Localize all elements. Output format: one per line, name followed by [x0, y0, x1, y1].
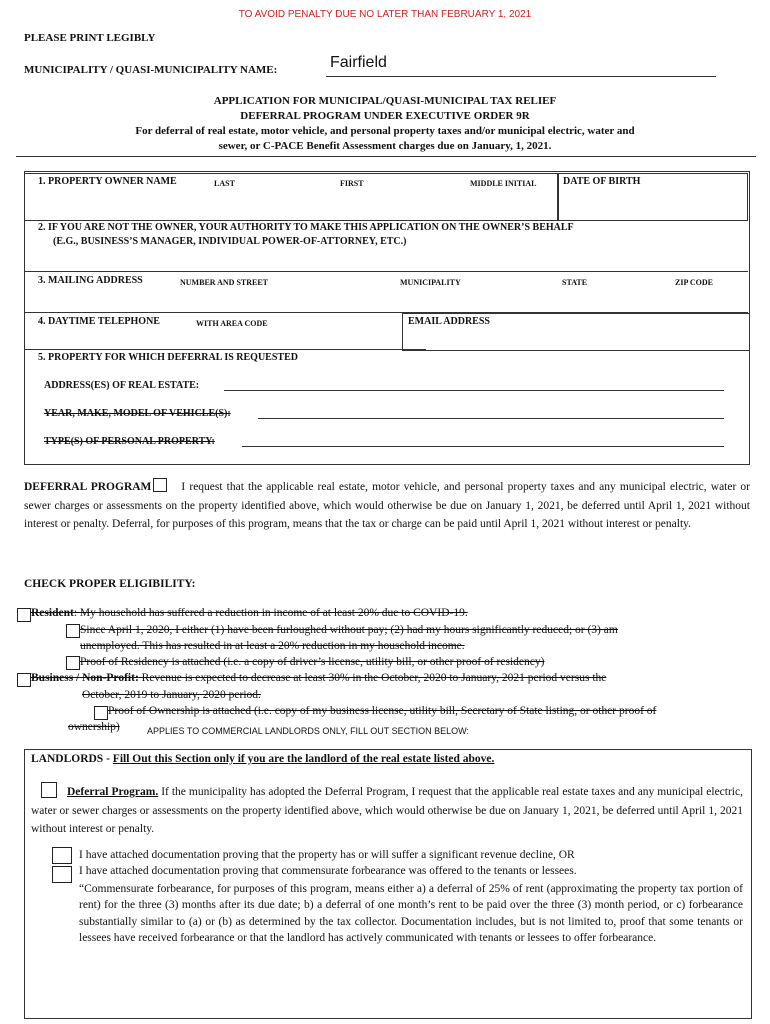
- vehicle-label: YEAR, MAKE, MODEL OF VEHICLE(S):: [44, 408, 231, 419]
- zip-code-label: ZIP CODE: [675, 278, 714, 287]
- email-address-label: EMAIL ADDRESS: [408, 316, 490, 327]
- form-title-line1: APPLICATION FOR MUNICIPAL/QUASI-MUNICIPAL TAX RELIEF: [213, 95, 557, 107]
- landlords-heading-prefix: LANDLORDS -: [31, 753, 113, 765]
- commercial-landlord-note: APPLIES TO COMMERCIAL LANDLORDS ONLY, FILL OUT SECTION BELOW:: [147, 726, 469, 736]
- deferral-program-checkbox[interactable]: [153, 478, 167, 492]
- real-estate-label: ADDRESS(ES) OF REAL ESTATE:: [44, 380, 200, 391]
- deferral-program-heading: DEFERRAL PROGRAM: [24, 481, 152, 493]
- landlords-heading-instruction: Fill Out this Section only if you are the landlord of the real estate listed above.: [112, 753, 495, 765]
- deadline-notice: TO AVOID PENALTY DUE NO LATER THAN FEBRUARY 1, 2021: [238, 9, 532, 20]
- vehicle-field[interactable]: [258, 418, 724, 419]
- municipality-name-line: [326, 76, 716, 77]
- state-label: STATE: [562, 278, 588, 287]
- personal-property-field[interactable]: [242, 446, 724, 447]
- landlord-deferral-text: If the municipality has adopted the Deferral Program, I request that the applicable real estate taxes and any municipal electric, water or sewer charges or assessments on the property identified above, which would otherwise be due on January 1, 2021, be deferred until April 1, 2021 without interest or penalty.: [31, 786, 743, 835]
- residency-proof-text: Proof of Residency is attached (i.e. a copy of driver’s license, utility bill, or other proof of residency): [80, 656, 545, 668]
- title-divider: [16, 156, 756, 157]
- forbearance-option: I have attached documentation proving that commensurate forbearance was offered to the tenants or lessees.: [79, 865, 577, 877]
- mailing-address-field[interactable]: [26, 289, 746, 311]
- landlord-deferral-text-block: [31, 783, 743, 839]
- area-code-label: WITH AREA CODE: [196, 319, 268, 328]
- last-name-label: LAST: [214, 179, 235, 188]
- row-divider: [24, 349, 426, 350]
- number-street-label: NUMBER AND STREET: [180, 278, 269, 287]
- print-legibly-label: PLEASE PRINT LEGIBLY: [24, 32, 156, 44]
- municipality-name-field[interactable]: Fairfield: [330, 54, 387, 71]
- ownership-proof-text-line2: ownership): [68, 721, 120, 733]
- business-option: [31, 672, 606, 684]
- mailing-municipality-label: MUNICIPALITY: [400, 278, 461, 287]
- resident-option: [31, 607, 468, 619]
- row-divider: [24, 271, 748, 272]
- forbearance-definition: “Commensurate forbearance, for purposes of this program, means either a) a deferral of 25% of rent (approximating the property tax portion of rent) for the three (3) months after its due date; b) a deferral of one month’s rent to be paid over the three (3) month period, or c) forbearance substantially similar to (a) or (b) as determined by the tax collector. Documentation includes, but is not limited to, proof that some tenants or lessees have received forbearance or that the landlord has actively communicated with tenants or lessees to offer forbearance.: [79, 883, 743, 944]
- mailing-address-label: 3. MAILING ADDRESS: [38, 275, 143, 286]
- middle-initial-label: MIDDLE INITIAL: [470, 179, 537, 188]
- business-label: Business / Non-Profit:: [31, 672, 139, 684]
- eligibility-heading: CHECK PROPER ELIGIBILITY:: [24, 578, 196, 590]
- ownership-proof-checkbox[interactable]: [94, 706, 108, 720]
- first-name-label: FIRST: [340, 179, 364, 188]
- forbearance-checkbox[interactable]: [52, 866, 72, 883]
- landlord-deferral-label: Deferral Program.: [67, 786, 159, 798]
- residency-proof-checkbox[interactable]: [66, 656, 80, 670]
- ownership-proof-text-line1: Proof of Ownership is attached (i.e. copy of my business license, utility bill, Secretary of State listing, or other proof of: [108, 705, 657, 717]
- business-text: Revenue is expected to decrease at least 30% in the October, 2020 to January, 2021 period versus the: [138, 672, 607, 684]
- revenue-decline-option: I have attached documentation proving that the property has or will suffer a significant revenue decline, OR: [79, 849, 575, 861]
- deferral-program-text: I request that the applicable real estate, motor vehicle, and personal property taxes and any municipal electric, water or sewer charges or assessments on the property identified above, which would otherwise be due on January 1, 2021, be deferred until April 1, 2021 without interest or penalty. Deferral, for purposes of this program, means that the tax or charge can be paid until April 1, 2021 without interest or penalty.: [24, 481, 750, 530]
- furlough-text-line2: unemployed. This has resulted in at least a 20% reduction in my household income.: [80, 640, 465, 652]
- furlough-checkbox[interactable]: [66, 624, 80, 638]
- resident-text: : My household has suffered a reduction in income of at least 20% due to COVID-19.: [73, 607, 468, 619]
- form-title-line2: DEFERRAL PROGRAM UNDER EXECUTIVE ORDER 9R: [240, 110, 530, 122]
- resident-label: Resident: [31, 607, 74, 619]
- authority-label-line2: (E.G., BUSINESS’S MANAGER, INDIVIDUAL POWER-OF-ATTORNEY, ETC.): [53, 236, 407, 247]
- landlords-heading: [31, 753, 494, 765]
- business-text-line2: October, 2019 to January, 2020 period.: [82, 689, 261, 701]
- telephone-field[interactable]: [26, 328, 400, 348]
- municipality-name-label: MUNICIPALITY / QUASI-MUNICIPALITY NAME:: [24, 64, 278, 76]
- resident-checkbox[interactable]: [17, 608, 31, 622]
- owner-name-label: 1. PROPERTY OWNER NAME: [38, 176, 177, 187]
- authority-label-line1: 2. IF YOU ARE NOT THE OWNER, YOUR AUTHORITY TO MAKE THIS APPLICATION ON THE OWNER’S BEHALF: [38, 222, 574, 233]
- form-title-line3: For deferral of real estate, motor vehicle, and personal property taxes and/or municipal electric, water and: [135, 125, 635, 137]
- deferral-program-section: [24, 478, 750, 534]
- authority-field[interactable]: [26, 250, 746, 270]
- business-checkbox[interactable]: [17, 673, 31, 687]
- personal-property-label: TYPE(S) OF PERSONAL PROPERTY:: [44, 436, 215, 447]
- real-estate-field[interactable]: [224, 390, 724, 391]
- form-title-line4: sewer, or C-PACE Benefit Assessment charges due on January, 1, 2021.: [218, 140, 552, 152]
- property-label: 5. PROPERTY FOR WHICH DEFERRAL IS REQUESTED: [38, 352, 298, 363]
- daytime-telephone-label: 4. DAYTIME TELEPHONE: [38, 316, 160, 327]
- furlough-text-line1: Since April 1, 2020, I either (1) have been furloughed without pay; (2) had my hours significantly reduced; or (3) am: [80, 624, 618, 636]
- revenue-decline-checkbox[interactable]: [52, 847, 72, 864]
- date-of-birth-label: DATE OF BIRTH: [563, 176, 641, 187]
